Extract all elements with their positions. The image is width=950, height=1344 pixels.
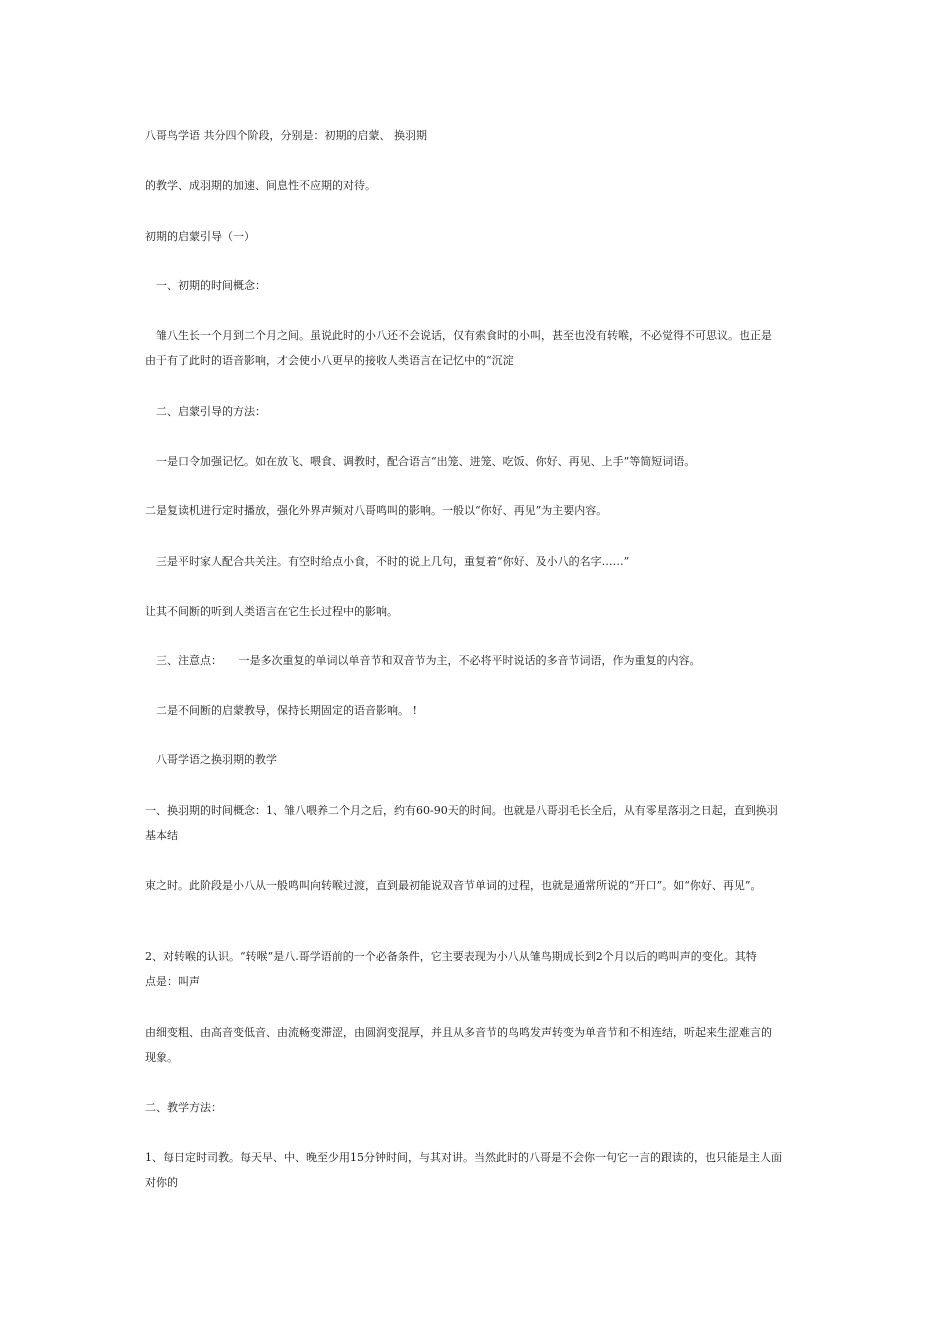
paragraph: 让其不间断的听到人类语言在它生长过程中的影响。	[145, 605, 398, 618]
paragraph: 2、对转喉的认识。“转喉”是八.哥学语前的一个必备条件，它主要表现为小八从雏鸟期成长到2个月以后的鸣叫声的变化。其特	[145, 950, 757, 963]
paragraph: 的教学、成羽期的加速、间息性不应期的对待。	[145, 179, 376, 192]
paragraph: 三是平时家人配合共关注。有空时给点小食，不时的说上几句，重复着“你好、及小八的名字……”	[145, 555, 630, 568]
paragraph: 八哥鸟学语 共分四个阶段，分别是：初期的启蒙、 换羽期	[145, 129, 427, 142]
section-heading: 初期的启蒙引导（一）	[145, 230, 255, 243]
paragraph: 对你的	[145, 1176, 178, 1189]
paragraph: 由细变粗、由高音变低音、由流畅变滞涩，由圆润变混厚，并且从多音节的鸟鸣发声转变为单音节和不相连结，听起来生涩难言的	[145, 1026, 772, 1039]
paragraph: 基本结	[145, 829, 178, 842]
paragraph: 一、换羽期的时间概念：1、雏八喂养二个月之后，约有60-90天的时间。也就是八哥羽毛长全后，从有零星落羽之日起，直到换羽	[145, 804, 778, 817]
paragraph: 点是：叫声	[145, 975, 200, 988]
paragraph: 束之时。此阶段是小八从一般鸣叫向转喉过渡，直到最初能说双音节单词的过程，也就是通常所说的“开口”。如“你好、再见”。	[145, 879, 762, 892]
paragraph: 由于有了此时的语音影响，才会使小八更早的接收人类语言在记忆中的“沉淀	[145, 354, 514, 367]
subsection-heading: 二、教学方法：	[145, 1101, 222, 1114]
subsection-heading: 二、启蒙引导的方法：	[145, 405, 266, 418]
paragraph: 二是不间断的启蒙教导，保持长期固定的语音影响。 !	[145, 704, 417, 717]
subsection-heading: 一、初期的时间概念：	[145, 279, 266, 292]
paragraph: 二是复读机进行定时播放，强化外界声频对八哥鸣叫的影响。一般以“你好、再见”为主要内容。	[145, 504, 608, 517]
section-heading: 八哥学语之换羽期的教学	[145, 753, 277, 766]
paragraph: 雏八生长一个月到二个月之间。虽说此时的小八还不会说话，仅有索食时的小叫，甚至也没有转喉，不必觉得不可思议。也正是	[145, 329, 772, 342]
paragraph: 一是口令加强记忆。如在放飞、喂食、调教时，配合语言“出笼、进笼、吃饭、你好、再见、上手”等简短词语。	[145, 455, 696, 468]
paragraph: 三、注意点： 一是多次重复的单词以单音节和双音节为主，不必将平时说话的多音节词语，作为重复的内容。	[145, 654, 701, 667]
paragraph: 1、每日定时司教。每天早、中、晚至少用15分钟时间，与其对讲。当然此时的八哥是不会你一句它一言的跟读的，也只能是主人面	[145, 1151, 782, 1164]
paragraph: 现象。	[145, 1051, 178, 1064]
